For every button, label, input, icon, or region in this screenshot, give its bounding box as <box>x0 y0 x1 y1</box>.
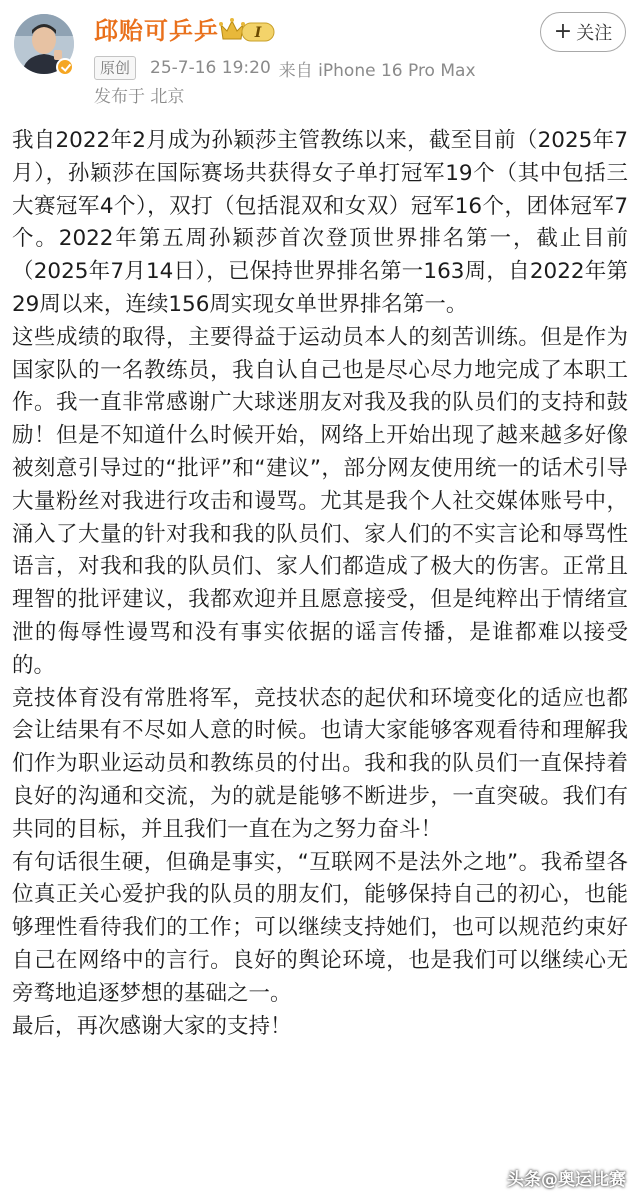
post-paragraph: 有句话很生硬，但确是事实，“互联网不是法外之地”。我希望各位真正关心爱护我的队员的朋友们，能够保持自己的初心，也能够理性看待我们的工作；可以继续支持她们，也可以规范约束好自己在网络中的言行。良好的舆论环境，也是我们可以继续心无旁骛地追逐梦想的基础之一。 <box>12 849 628 1006</box>
post-meta <box>94 55 476 81</box>
post-paragraph: 我自2022年2月成为孙颖莎主管教练以来，截至目前（2025年7月），孙颖莎在国际赛场共获得女子单打冠军19个（其中包括三大赛冠军4个），双打（包括混双和女双）冠军16个，团体冠军7个。2022年第五周孙颖莎首次登顶世界排名第一，截止目前（2025年7月14日），已保持世界排名第一163周，自2022年第29周以来，连续156周实现女单世界排名第一。 <box>12 128 628 317</box>
follow-button[interactable] <box>540 12 626 52</box>
post-header <box>0 0 640 120</box>
user-name[interactable]: 邱贻可乒乒 <box>94 17 219 45</box>
post-paragraph: 竞技体育没有常胜将军，竞技状态的起伏和环境变化的适应也都会让结果有不尽如人意的时候。也请大家能够客观看待和理解我们作为职业运动员和教练员的付出。我和我的队员们一直保持着良好的沟通和交流，为的就是能够不断进步，一直突破。我们有共同的目标，并且我们一直在为之努力奋斗！ <box>12 685 628 842</box>
vip-crown-icon[interactable] <box>218 17 276 45</box>
post-location: 发布于 北京 <box>94 87 185 107</box>
post-content <box>12 125 628 1043</box>
vip-level-text: I <box>254 25 262 41</box>
post-source[interactable]: 来自 iPhone 16 Pro Max <box>278 60 476 81</box>
follow-label: 关注 <box>576 23 613 44</box>
post-paragraph: 最后，再次感谢大家的支持！ <box>12 1013 292 1039</box>
post-paragraph: 这些成绩的取得，主要得益于运动员本人的刻苦训练。但是作为国家队的一名教练员，我自认自己也是尽心尽力地完成了本职工作。我一直非常感谢广大球迷朋友对我及我的队员们的支持和鼓励！但是不知道什么时候开始，网络上开始出现了越来越多好像被刻意引导过的“批评”和“建议”，部分网友使用统一的话术引导大量粉丝对我进行攻击和谩骂。尤其是我个人社交媒体账号中，涌入了大量的针对我和我的队员们、家人们的不实言论和辱骂性语言，对我和我的队员们、家人们都造成了极大的伤害。正常且理智的批评建议，我都欢迎并且愿意接受，但是纯粹出于情绪宣泄的侮辱性谩骂和没有事实依据的谣言传播，是谁都难以接受的。 <box>12 324 628 678</box>
original-tag: 原创 <box>94 56 136 80</box>
verified-badge-icon <box>56 58 74 76</box>
plus-icon: + <box>553 19 573 44</box>
post-time: 25-7-16 19:20 <box>150 58 271 78</box>
watermark: 头条@奥运比赛 <box>507 1170 626 1190</box>
